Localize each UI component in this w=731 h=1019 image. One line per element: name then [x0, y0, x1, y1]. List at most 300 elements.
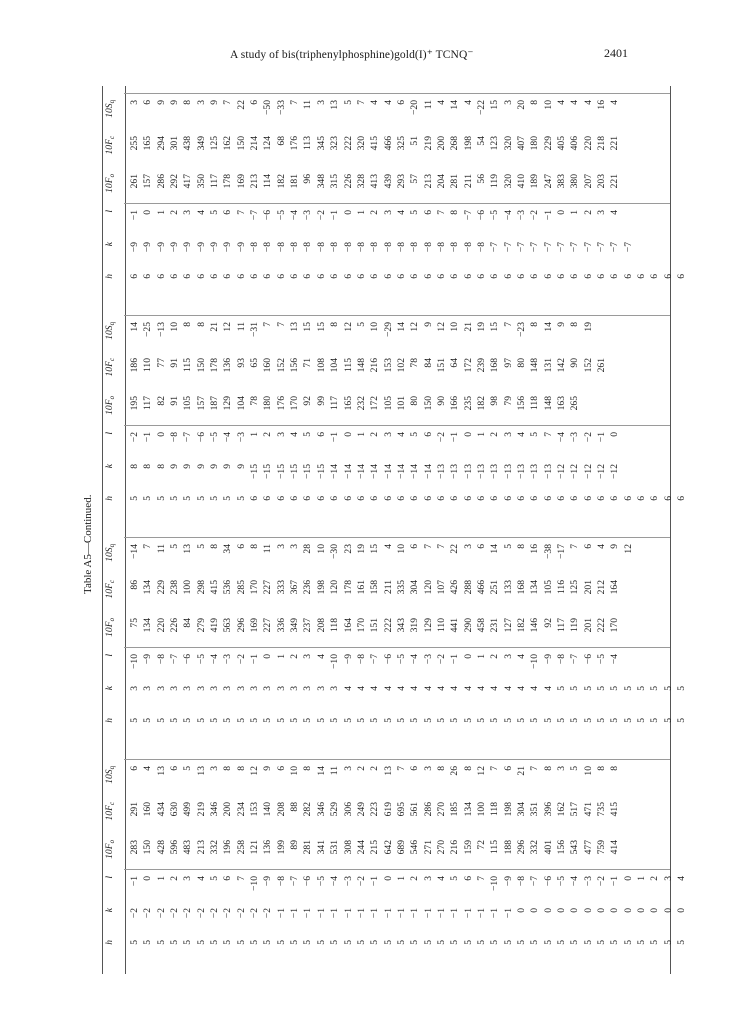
column-l [128, 432, 688, 456]
table-cell [622, 802, 635, 826]
table-cell: −7 [609, 242, 621, 253]
table-cell: 6 [382, 274, 394, 279]
table-cell: 5 [556, 940, 567, 945]
table-cell: −8 [435, 242, 447, 253]
table-cell: 288 [462, 580, 474, 595]
table-cell: 6 [529, 496, 541, 501]
table-cell: 90 [435, 396, 447, 406]
column-h [128, 940, 688, 964]
table-cell: 5 [556, 686, 567, 691]
table-cell: −1 [315, 908, 327, 919]
column-fo [128, 618, 688, 642]
table-cell: 293 [395, 174, 407, 189]
table-cell: 6 [262, 274, 274, 279]
column-sq [128, 322, 688, 346]
table-cell: −4 [289, 210, 301, 221]
table-cell: −8 [475, 242, 487, 253]
table-cell: 8 [235, 766, 247, 771]
table-cell: −5 [596, 654, 608, 665]
table-cell: 6 [582, 496, 594, 501]
table-cell: 82 [155, 396, 167, 406]
table-cell [635, 544, 648, 568]
table-cell: 4 [369, 686, 381, 691]
table-cell: 5 [395, 940, 407, 945]
table-cell: 5 [409, 718, 421, 723]
table-cell: 5 [315, 940, 327, 945]
table-cell: −2 [155, 908, 167, 919]
table-cell: 5 [449, 876, 461, 881]
table-cell: −8 [342, 242, 354, 253]
table-cell: 315 [329, 174, 341, 189]
table-cell: 6 [676, 496, 688, 501]
table-cell: 5 [169, 940, 181, 945]
table-cell: 6 [395, 496, 407, 501]
table-cell: 0 [142, 210, 154, 215]
table-cell: 5 [315, 718, 327, 723]
table-cell: 6 [142, 274, 154, 279]
table-cell: 0 [649, 908, 661, 913]
table-cell: 349 [289, 618, 301, 633]
table-cell: 6 [355, 274, 367, 279]
table-cell: 7 [529, 766, 541, 771]
table-cell: −2 [182, 908, 194, 919]
table-cell: 220 [582, 136, 594, 151]
table-cell: 0 [622, 908, 634, 913]
table-cell: 3 [289, 686, 301, 691]
table-cell: −9 [502, 876, 514, 887]
table-cell: 6 [409, 544, 421, 549]
table-cell: 178 [222, 174, 234, 189]
table-cell: −1 [342, 908, 354, 919]
table-cell: 5 [649, 718, 661, 723]
table-cell: 8 [529, 322, 541, 327]
table-cell: 6 [435, 496, 447, 501]
table-cell: 213 [195, 840, 207, 855]
table-cell: 268 [449, 136, 461, 151]
table-cell: 5 [275, 940, 287, 945]
table-cell: 281 [302, 840, 314, 855]
column-sq [128, 100, 688, 124]
table-cell: −6 [582, 654, 594, 665]
table-cell: 6 [395, 100, 407, 105]
table-cell: 115 [489, 840, 501, 855]
table-cell: 5 [195, 940, 207, 945]
table-cell: 9 [155, 100, 167, 105]
table-cell: 5 [475, 940, 487, 945]
table-cell [648, 654, 661, 678]
table-cell: 170 [249, 580, 261, 595]
table-cell: −5 [315, 876, 327, 887]
table-cell: 3 [502, 654, 514, 659]
table-cell: 208 [275, 802, 287, 817]
table-cell: −2 [355, 876, 367, 887]
table-cell: −13 [502, 464, 514, 480]
table-cell: 26 [449, 766, 461, 776]
table-cell: −8 [382, 242, 394, 253]
table-cell: 214 [249, 136, 261, 151]
table-cell: 6 [515, 274, 527, 279]
table-cell: 4 [342, 686, 354, 691]
column-header-fc: $10F_c$ [104, 580, 116, 599]
table-cell: 6 [609, 274, 621, 279]
table-cell: 5 [462, 718, 474, 723]
table-cell: 148 [355, 358, 367, 373]
table-cell: −7 [489, 242, 501, 253]
table-cell: 8 [609, 766, 621, 771]
table-cell: 4 [409, 686, 421, 691]
table-cell: 6 [235, 544, 247, 549]
table-cell: −1 [369, 908, 381, 919]
table-cell: −2 [582, 432, 594, 443]
table-cell: 188 [502, 840, 514, 855]
table-cell: 283 [129, 840, 140, 855]
table-cell: 125 [209, 136, 221, 151]
table-cell: 11 [235, 322, 247, 332]
table-cell: 22 [449, 544, 461, 554]
table-cell: 6 [315, 274, 327, 279]
table-cell: 1 [155, 210, 167, 215]
table-cell [648, 618, 661, 642]
table-cell: 350 [195, 174, 207, 189]
table-cell: 5 [369, 718, 381, 723]
column-fo [128, 396, 688, 420]
table-cell: −9 [142, 242, 154, 253]
table-cell: 6 [649, 274, 661, 279]
table-cell: 201 [582, 618, 594, 633]
table-cell: 198 [462, 136, 474, 151]
table-cell: 57 [409, 174, 421, 184]
table-cell: −7 [182, 432, 194, 443]
table-cell: 5 [382, 718, 394, 723]
table-cell: 5 [329, 718, 341, 723]
table-cell [608, 358, 621, 382]
column-header-k: k [104, 464, 115, 469]
table-cell: 5 [462, 940, 474, 945]
table-cell: −1 [609, 876, 621, 887]
table-cell: 483 [182, 840, 194, 855]
table-cell [675, 618, 688, 642]
table-cell: 120 [422, 580, 434, 595]
table-cell [635, 840, 648, 864]
table-cell [622, 654, 635, 678]
table-cell: 4 [355, 686, 367, 691]
table-cell: 0 [609, 908, 621, 913]
table-cell: 5 [249, 718, 261, 723]
table-cell: 162 [222, 136, 234, 151]
table-cell: 80 [515, 358, 527, 368]
table-cell: −4 [502, 210, 514, 221]
table-cell: 428 [155, 840, 167, 855]
column-header-k: k [104, 686, 115, 691]
table-cell: 6 [662, 496, 674, 501]
table-cell: −10 [489, 876, 501, 892]
table-cell: 6 [302, 274, 314, 279]
table-cell: −3 [569, 432, 581, 443]
table-cell [635, 802, 648, 826]
table-cell: 10 [395, 544, 407, 554]
table-cell: −7 [462, 210, 474, 221]
table-cell: 5 [662, 940, 674, 945]
table-cell [648, 242, 661, 266]
table-cell: 5 [155, 718, 167, 723]
table-cell: 3 [235, 686, 247, 691]
table-cell: 6 [449, 496, 461, 501]
table-cell [662, 618, 675, 642]
table-cell: 6 [462, 496, 474, 501]
table-cell: 5 [222, 496, 234, 501]
table-cell: 134 [142, 580, 154, 595]
table-cell: 221 [609, 136, 621, 151]
table-cell: 6 [609, 496, 621, 501]
table-cell: 3 [556, 766, 567, 771]
table-cell: −1 [422, 908, 434, 919]
table-cell: 119 [489, 174, 501, 189]
table-cell: 8 [302, 766, 314, 771]
table-cell: 6 [142, 100, 154, 105]
table-cell: 28 [302, 544, 314, 554]
table-cell: 0 [342, 432, 354, 437]
table-cell: −7 [569, 654, 581, 665]
table-cell: 406 [569, 136, 581, 151]
table-cell: 20 [515, 100, 527, 110]
table-cell: −7 [529, 242, 541, 253]
table-cell: −1 [142, 432, 154, 443]
table-cell: 8 [569, 322, 581, 327]
table-cell: 407 [515, 136, 527, 151]
table-cell: 5 [582, 940, 594, 945]
table-cell: 5 [609, 686, 621, 691]
table-cell: 5 [142, 718, 154, 723]
table-cell: 5 [222, 940, 234, 945]
table-cell: 346 [209, 802, 221, 817]
table-cell: 182 [275, 174, 287, 189]
table-cell: −14 [422, 464, 434, 480]
table-cell: 349 [195, 136, 207, 151]
table-cell: 5 [129, 940, 140, 945]
table-cell: 11 [262, 544, 274, 554]
table-cell: 12 [342, 322, 354, 332]
column-header-fo: $10F_o$ [104, 396, 116, 415]
table-cell: 232 [355, 396, 367, 411]
table-cell: 5 [676, 686, 688, 691]
table-cell: 380 [569, 174, 581, 189]
table-cell: 14 [449, 100, 461, 110]
table-cell: 1 [475, 432, 487, 437]
table-cell: 93 [235, 358, 247, 368]
table-cell: −9 [182, 242, 194, 253]
table-cell: 4 [609, 100, 621, 105]
table-cell: −14 [369, 464, 381, 480]
table-cell: 0 [622, 876, 634, 881]
table-cell: 319 [409, 618, 421, 633]
table-cell: 151 [435, 358, 447, 373]
table-cell: 1 [475, 654, 487, 659]
table-cell: 6 [422, 274, 434, 279]
table-cell [622, 464, 635, 488]
table-cell: 695 [395, 802, 407, 817]
table-cell: −14 [395, 464, 407, 480]
table-cell: 150 [142, 840, 154, 855]
table-cell: 6 [449, 274, 461, 279]
table-cell: 255 [129, 136, 140, 151]
table-cell: 150 [235, 136, 247, 151]
table-cell [662, 174, 675, 198]
table-cell: 13 [382, 766, 394, 776]
table-cell: 1 [395, 876, 407, 881]
table-cell: −7 [622, 242, 634, 253]
table-cell: 9 [169, 464, 181, 469]
table-cell: 164 [609, 580, 621, 595]
column-fc [128, 358, 688, 382]
table-cell: 216 [449, 840, 461, 855]
table-cell: −13 [489, 464, 501, 480]
table-cell: 333 [275, 580, 287, 595]
column-l [128, 654, 688, 678]
table-cell: 10 [315, 544, 327, 554]
table-cell: 5 [409, 940, 421, 945]
table-cell: −3 [422, 654, 434, 665]
column-header-h: h [104, 718, 115, 723]
table-cell: −7 [369, 654, 381, 665]
table-cell: 5 [435, 718, 447, 723]
table-cell: 136 [262, 840, 274, 855]
table-cell: 5 [342, 100, 354, 105]
table-cell: 56 [475, 174, 487, 184]
table-cell: 4 [435, 876, 447, 881]
table-cell: 129 [422, 618, 434, 633]
table-cell [675, 432, 688, 456]
table-cell: 5 [449, 718, 461, 723]
table-cell: 9 [209, 464, 221, 469]
table-cell: 5 [209, 718, 221, 723]
table-cell: 0 [582, 908, 594, 913]
table-cell: 84 [182, 618, 194, 628]
table-cell: 5 [649, 940, 661, 945]
table-caption: Table A5—Continued. [82, 494, 94, 594]
table-cell: 6 [596, 274, 608, 279]
table-cell: −12 [569, 464, 581, 480]
table-cell: 6 [475, 496, 487, 501]
table-cell: 6 [329, 496, 341, 501]
table-cell: 238 [169, 580, 181, 595]
table-cell: 419 [209, 618, 221, 633]
table-cell: 0 [636, 908, 648, 913]
table-cell: 90 [569, 358, 581, 368]
table-cell: −8 [302, 242, 314, 253]
table-cell [622, 618, 635, 642]
table-cell: 4 [395, 686, 407, 691]
table-cell: 2 [369, 432, 381, 437]
table-cell: 9 [222, 464, 234, 469]
table-cell [635, 358, 648, 382]
table-cell: 12 [475, 766, 487, 776]
table-cell: 7 [289, 100, 301, 105]
table-cell: 7 [235, 210, 247, 215]
table-cell: 6 [129, 274, 140, 279]
table-cell: 123 [489, 136, 501, 151]
table-cell: 221 [609, 174, 621, 189]
table-cell: 91 [169, 396, 181, 406]
table-cell: 426 [449, 580, 461, 595]
table-cell: 294 [155, 136, 167, 151]
column-h [128, 718, 688, 742]
table-cell: 10 [449, 322, 461, 332]
table-cell: 219 [422, 136, 434, 151]
table-cell: 6 [409, 766, 421, 771]
table-cell: 219 [195, 802, 207, 817]
table-cell: 5 [342, 718, 354, 723]
table-cell: 86 [129, 580, 140, 590]
table-cell: −7 [582, 242, 594, 253]
table-cell: 4 [676, 876, 688, 881]
table-cell: 229 [155, 580, 167, 595]
table-cell: 5 [676, 718, 688, 723]
table-cell: −6 [542, 876, 554, 887]
table-cell [648, 464, 661, 488]
table-cell [622, 322, 635, 346]
table-cell: −9 [542, 654, 554, 665]
table-cell: 332 [529, 840, 541, 855]
column-header-fo: $10F_o$ [104, 174, 116, 193]
column-k [128, 242, 688, 266]
table-cell: 15 [302, 322, 314, 332]
table-cell: 3 [169, 686, 181, 691]
table-cell: 170 [609, 618, 621, 633]
table-cell: 4 [529, 686, 541, 691]
table-cell: 4 [382, 686, 394, 691]
table-cell: 6 [542, 496, 554, 501]
table-cell: 115 [182, 358, 194, 373]
column-separator [124, 315, 670, 316]
table-cell: 169 [235, 174, 247, 189]
table-cell: 0 [462, 432, 474, 437]
table-cell: 5 [155, 940, 167, 945]
table-cell: 117 [209, 174, 221, 189]
table-cell: 5 [289, 718, 301, 723]
table-cell: 6 [676, 274, 688, 279]
table-cell: 2 [262, 432, 274, 437]
table-cell: −1 [382, 908, 394, 919]
table-cell: 5 [622, 718, 634, 723]
table-cell: 6 [222, 274, 234, 279]
table-cell: 7 [435, 544, 447, 549]
table-cell: 4 [515, 686, 527, 691]
table-block-4 [104, 94, 688, 308]
table-cell: −8 [155, 654, 167, 665]
table-cell: −8 [409, 242, 421, 253]
table-cell: −31 [249, 322, 261, 338]
table-cell: 104 [329, 358, 341, 373]
table-cell: −12 [556, 464, 567, 480]
table-cell: 15 [489, 100, 501, 110]
table-cell: 335 [395, 580, 407, 595]
table-cell: 5 [569, 766, 581, 771]
table-cell: 1 [636, 876, 648, 881]
table-cell: 261 [129, 174, 140, 189]
table-cell: −9 [342, 654, 354, 665]
table-cell: 14 [489, 544, 501, 554]
table-cell: −22 [475, 100, 487, 116]
table-cell: 5 [129, 496, 140, 501]
table-cell: 161 [355, 580, 367, 595]
table-cell: 0 [569, 908, 581, 913]
table-cell: 7 [275, 322, 287, 327]
table-cell: 290 [462, 618, 474, 633]
table-cell: 5 [355, 322, 367, 327]
table-cell: 227 [262, 580, 274, 595]
table-cell: 5 [502, 940, 514, 945]
table-cell: 5 [636, 940, 648, 945]
